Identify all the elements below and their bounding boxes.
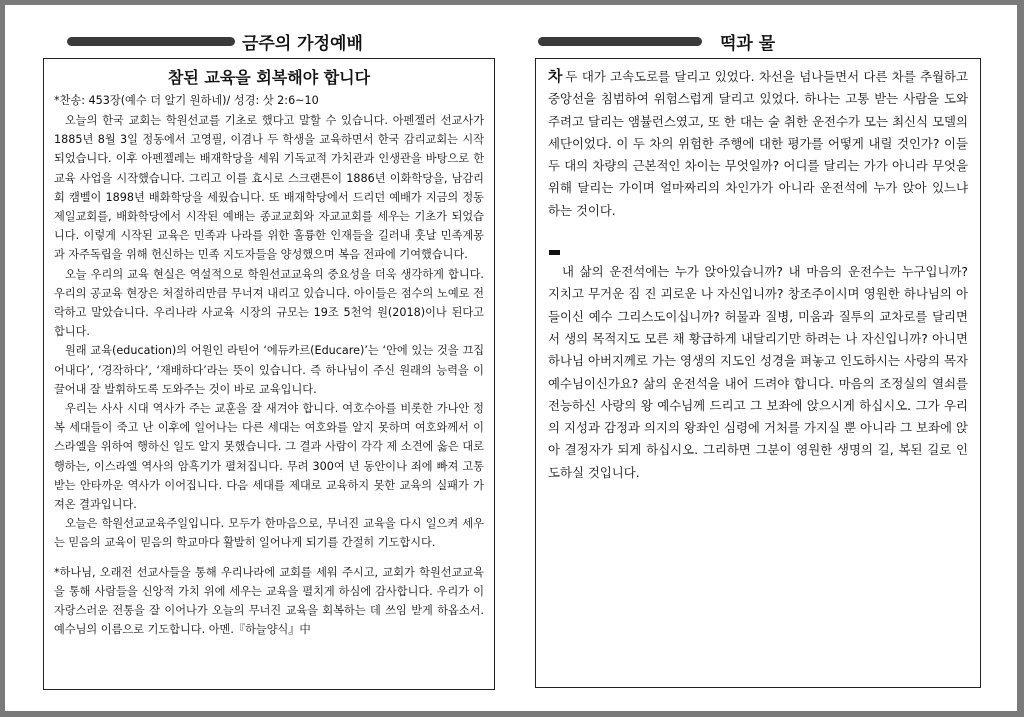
- dropcap-letter: 차: [548, 67, 563, 85]
- story-paragraph: [548, 65, 968, 222]
- family-worship-article: [43, 58, 495, 690]
- hymn-scripture-line: *찬송: 453장(예수 더 알기 원하네)/ 성경: 삿 2:6~10: [54, 94, 319, 107]
- article-paragraph: 오늘의 한국 교회는 학원선교를 기초로 했다고 말할 수 있습니다. 아펜젤러 선교사가 1885년 8월 3일 정동에서 고영필, 이겸나 두 학생을 교육하면서 한국 감리교회는 시작되었습니다. 이후 아펜젤레는 배재학당을 세워 기독교적 가치관과 인생관을 바탕으로 한 교육 사업을 시작했습니다. 그리고 이를 효시로 스크랜튼이 1886년 이화학당을, 남감리회 캠벨이 1898년 배화학당을 세웠습니다. 또 배재학당에서 드리던 예배가 지금의 정동제일교회를, 배화학당에서 시작된 예배는 종교교회와 자교교회를 세우는 기초가 되었습니다. 이렇게 시작된 교육은 민족과 나라를 위한 훌륭한 인재들을 길러내 훗날 민족계몽과 자주독립을 위해 헌신하는 민족 지도자들을 양성했으며 복음 전파에 기여했습니다.: [54, 114, 484, 262]
- right-section-title: 떡과 물: [720, 34, 776, 54]
- article-paragraph: 우리는 사사 시대 역사가 주는 교훈을 잘 새겨야 합니다. 여호수아를 비롯한 가나안 정복 세대들이 죽고 난 이후에 일어나는 다른 세대는 여호와를 알지 못하며 여호와께서 이스라엘을 위하여 행하신 일도 알지 못했습니다. 그 결과 사람이 각각 제 소견에 옳은 대로 행하는, 이스라엘 역사의 암흑기가 펼쳐집니다. 무려 300여 년 동안이나 죄에 빠져 고통 받는 안타까운 역사가 이어집니다. 다음 세대를 제대로 교육하지 못한 교육의 실패가 가져온 결과입니다.: [54, 402, 484, 512]
- story-text: 두 대가 고속도로를 달리고 있었다. 차선을 넘나들면서 다른 차를 추월하고 중앙선을 침범하여 위험스럽게 달리고 있었다. 하나는 고통 받는 사람을 도와주려고 달리는 앰뷸런스였고, 또 한 대는 술 취한 운전수가 모는 최신식 모델의 세단이었다. 이 두 차의 위험한 주행에 대한 평가를 어떻게 내릴 것인가? 이들 두 대의 차량의 근본적인 차이는 무엇일까? 어디를 달리는 가가 아니라 무엇을 위해 달리는 가이며 얼마짜리의 차인가가 아니라 운전석에 누가 앉아 있느냐 하는 것이다.: [548, 69, 968, 218]
- article-paragraph: 오늘은 학원선교교육주일입니다. 모두가 한마음으로, 무너진 교육을 다시 일으켜 세우는 믿음의 교육이 믿음의 학교마다 활발히 일어나게 되기를 간절히 기도합시다.: [54, 517, 484, 550]
- right-header-bar: [538, 37, 702, 46]
- article-paragraph: 원래 교육(education)의 어원인 라틴어 ‘에듀카르(Educare)’는 ‘안에 있는 것을 끄집어내다’, ‘경작하다’, ‘재배하다’라는 뜻이 있습니다. 즉 하나님이 주신 원래의 능력을 이끌어내 잘 발휘하도록 도와주는 것이 바로 교육입니다.: [54, 344, 484, 396]
- left-section-title: 금주의 가정예배: [242, 34, 363, 54]
- reflection-paragraph: 내 삶의 운전석에는 누가 앉아있습니까? 내 마음의 운전수는 누구입니까? 지치고 무거운 짐 진 괴로운 나 자신입니까? 창조주이시며 영원한 하나님의 아들이신 예수 그리스도이십니까? 허물과 질병, 미움과 질투의 교차로를 달리면서 생의 목적지도 모른 채 황급하게 내달리기만 하려는 나 자신입니까? 아니면 하나님 아버지께로 가는 영생의 지도인 성경을 펴놓고 인도하시는 사랑의 목자 예수님이신가요? 삶의 운전석을 내어 드려야 합니다. 마음의 조정실의 열쇠를 전능하신 사랑의 왕 예수님께 드리고 그 보좌에 앉으시게 하십시오. 그가 우리의 지성과 감정과 의지의 왕좌인 심령에 거처를 가지실 뿐 아니라 그 보좌에 앉아 결정자가 되게 하십시오. 그리하면 그분이 영원한 생명의 길, 복된 길로 인도하실 것입니다.: [548, 264, 968, 480]
- article-title: 참된 교육을 회복해야 합니다: [167, 68, 371, 87]
- section-divider-mark: [549, 250, 560, 255]
- article-paragraph: 오늘 우리의 교육 현실은 역설적으로 학원선교교육의 중요성을 더욱 생각하게 합니다. 우리의 공교육 현장은 처절하리만큼 무너져 내리고 있습니다. 아이들은 점수의 노예로 전락하고 말았습니다. 우리나라 사교육 시장의 규모는 19조 5천억 원(2018)이나 된다고 합니다.: [54, 267, 484, 339]
- document-page: [5, 5, 1017, 711]
- left-header-bar: [67, 37, 235, 46]
- closing-prayer: *하나님, 오래전 선교사들을 통해 우리나라에 교회를 세워 주시고, 교회가 학원선교교육을 통해 사람들을 신앙적 가치 위에 세우는 교육을 펼치게 하심에 감사합니다. 우리가 이 자랑스러운 전통을 잘 이어나가 오늘의 무너진 교육을 회복하는 데 쓰임 받게 하옵소서. 예수님의 이름으로 기도합니다. 아멘.『하늘양식』中: [54, 565, 484, 637]
- bread-and-water-article: [535, 58, 981, 688]
